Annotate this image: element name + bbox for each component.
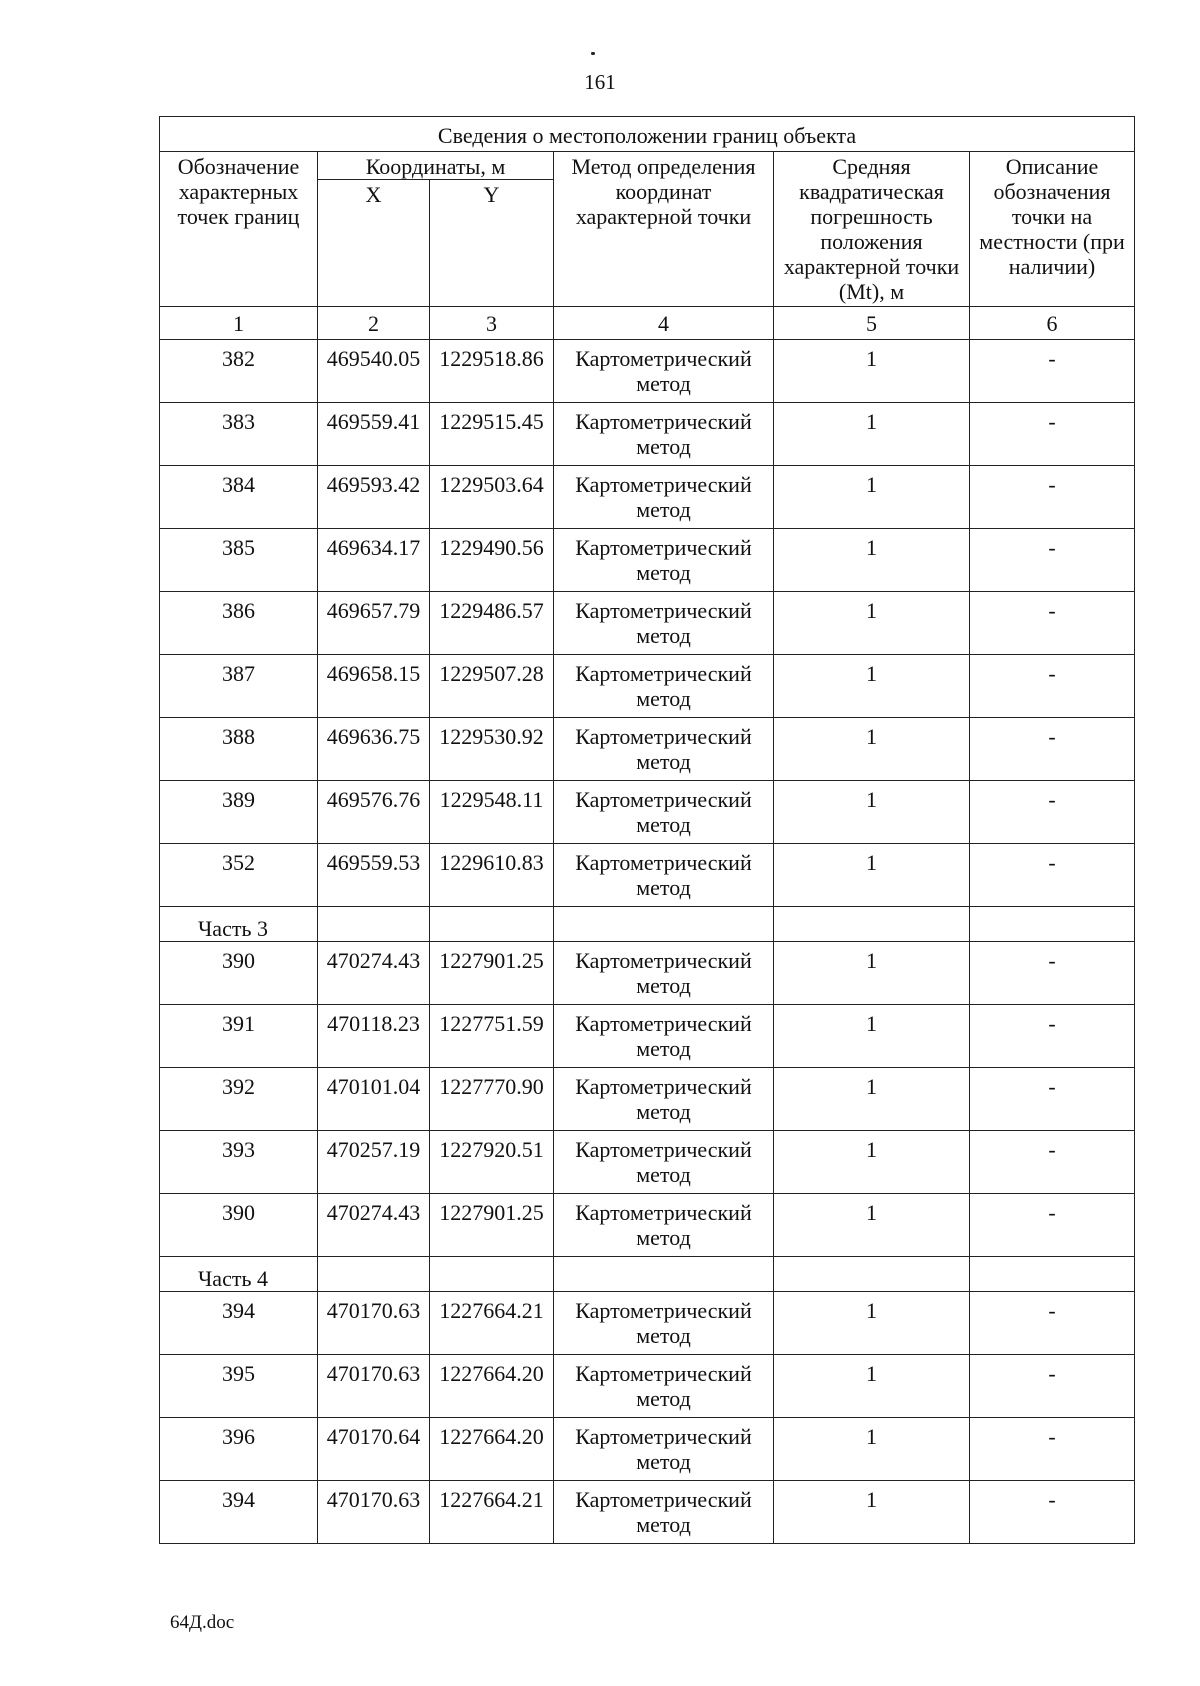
coord-x: 469657.79	[318, 592, 430, 655]
table-row	[160, 403, 1135, 466]
header-mean-error: Средняя квадратическая погрешность положения характерной точки (Mt), м	[774, 152, 970, 307]
point-description: -	[970, 1481, 1135, 1544]
empty-cell	[554, 1257, 774, 1292]
table-title-row	[160, 117, 1135, 152]
method: Картометрический метод	[554, 1481, 774, 1544]
table-row	[160, 844, 1135, 907]
header-description: Описание обозначения точки на местности (при наличии)	[970, 152, 1135, 307]
point-number: 391	[160, 1005, 318, 1068]
header-y: Y	[430, 180, 554, 307]
scan-speck	[591, 52, 595, 55]
coord-y: 1229486.57	[430, 592, 554, 655]
method: Картометрический метод	[554, 592, 774, 655]
coord-x: 470170.63	[318, 1481, 430, 1544]
coord-y: 1229503.64	[430, 466, 554, 529]
point-number: 386	[160, 592, 318, 655]
mean-error: 1	[774, 340, 970, 403]
point-number: 382	[160, 340, 318, 403]
empty-cell	[774, 907, 970, 942]
method: Картометрический метод	[554, 718, 774, 781]
empty-cell	[430, 907, 554, 942]
mean-error: 1	[774, 592, 970, 655]
table-row	[160, 1068, 1135, 1131]
point-description: -	[970, 1194, 1135, 1257]
coord-y: 1227664.20	[430, 1355, 554, 1418]
coord-y: 1229548.11	[430, 781, 554, 844]
mean-error: 1	[774, 1355, 970, 1418]
point-description: -	[970, 592, 1135, 655]
header-x: X	[318, 180, 430, 307]
coord-y: 1227920.51	[430, 1131, 554, 1194]
point-number: 387	[160, 655, 318, 718]
point-number: 390	[160, 942, 318, 1005]
part-row	[160, 907, 1135, 942]
mean-error: 1	[774, 1131, 970, 1194]
method: Картометрический метод	[554, 655, 774, 718]
point-description: -	[970, 1292, 1135, 1355]
method: Картометрический метод	[554, 844, 774, 907]
method: Картометрический метод	[554, 1355, 774, 1418]
column-number: 3	[430, 307, 554, 340]
method: Картометрический метод	[554, 781, 774, 844]
coord-x: 469559.41	[318, 403, 430, 466]
point-number: 384	[160, 466, 318, 529]
coord-y: 1227664.21	[430, 1292, 554, 1355]
column-number: 4	[554, 307, 774, 340]
table-row	[160, 529, 1135, 592]
point-number: 388	[160, 718, 318, 781]
header-point-designation: Обозначение характерных точек границ	[160, 152, 318, 307]
method: Картометрический метод	[554, 1131, 774, 1194]
method: Картометрический метод	[554, 1068, 774, 1131]
point-number: 389	[160, 781, 318, 844]
point-description: -	[970, 1005, 1135, 1068]
table-row	[160, 1005, 1135, 1068]
file-name-footer: 64Д.doc	[170, 1612, 235, 1633]
coord-x: 469634.17	[318, 529, 430, 592]
point-description: -	[970, 1418, 1135, 1481]
empty-cell	[318, 1257, 430, 1292]
point-description: -	[970, 403, 1135, 466]
coord-y: 1229518.86	[430, 340, 554, 403]
coord-y: 1227751.59	[430, 1005, 554, 1068]
coord-y: 1227664.21	[430, 1481, 554, 1544]
coord-x: 469540.05	[318, 340, 430, 403]
coord-y: 1227664.20	[430, 1418, 554, 1481]
mean-error: 1	[774, 781, 970, 844]
coord-x: 470274.43	[318, 942, 430, 1005]
part-row	[160, 1257, 1135, 1292]
mean-error: 1	[774, 942, 970, 1005]
table-row	[160, 781, 1135, 844]
coord-y: 1227901.25	[430, 1194, 554, 1257]
method: Картометрический метод	[554, 1292, 774, 1355]
coord-x: 470170.63	[318, 1355, 430, 1418]
coord-x: 470257.19	[318, 1131, 430, 1194]
point-number: 395	[160, 1355, 318, 1418]
table-row	[160, 1131, 1135, 1194]
table-row	[160, 1194, 1135, 1257]
column-number: 1	[160, 307, 318, 340]
point-number: 394	[160, 1481, 318, 1544]
coord-x: 469576.76	[318, 781, 430, 844]
point-description: -	[970, 340, 1135, 403]
column-number: 2	[318, 307, 430, 340]
mean-error: 1	[774, 1481, 970, 1544]
point-description: -	[970, 1355, 1135, 1418]
coord-x: 470274.43	[318, 1194, 430, 1257]
mean-error: 1	[774, 655, 970, 718]
coord-y: 1229515.45	[430, 403, 554, 466]
method: Картометрический метод	[554, 942, 774, 1005]
method: Картометрический метод	[554, 529, 774, 592]
coord-y: 1229490.56	[430, 529, 554, 592]
coord-x: 470170.64	[318, 1418, 430, 1481]
method: Картометрический метод	[554, 340, 774, 403]
point-number: 390	[160, 1194, 318, 1257]
coord-x: 469593.42	[318, 466, 430, 529]
point-number: 385	[160, 529, 318, 592]
column-number-row	[160, 307, 1135, 340]
coord-x: 469559.53	[318, 844, 430, 907]
point-description: -	[970, 1068, 1135, 1131]
page-number: 161	[584, 70, 616, 94]
point-number: 393	[160, 1131, 318, 1194]
mean-error: 1	[774, 1005, 970, 1068]
table-row	[160, 718, 1135, 781]
point-number: 394	[160, 1292, 318, 1355]
point-description: -	[970, 942, 1135, 1005]
table-row	[160, 1355, 1135, 1418]
empty-cell	[970, 907, 1135, 942]
mean-error: 1	[774, 1194, 970, 1257]
method: Картометрический метод	[554, 403, 774, 466]
table-row	[160, 1292, 1135, 1355]
method: Картометрический метод	[554, 1005, 774, 1068]
method: Картометрический метод	[554, 1418, 774, 1481]
empty-cell	[554, 907, 774, 942]
part-label: Часть 3	[160, 907, 318, 942]
mean-error: 1	[774, 466, 970, 529]
part-label: Часть 4	[160, 1257, 318, 1292]
table-row	[160, 592, 1135, 655]
coord-y: 1227901.25	[430, 942, 554, 1005]
coord-y: 1227770.90	[430, 1068, 554, 1131]
point-number: 396	[160, 1418, 318, 1481]
table-row	[160, 1481, 1135, 1544]
mean-error: 1	[774, 718, 970, 781]
point-description: -	[970, 466, 1135, 529]
mean-error: 1	[774, 1292, 970, 1355]
method: Картометрический метод	[554, 1194, 774, 1257]
column-number: 5	[774, 307, 970, 340]
empty-cell	[970, 1257, 1135, 1292]
point-number: 352	[160, 844, 318, 907]
method: Картометрический метод	[554, 466, 774, 529]
coord-x: 470118.23	[318, 1005, 430, 1068]
coord-x: 470170.63	[318, 1292, 430, 1355]
mean-error: 1	[774, 403, 970, 466]
header-method: Метод определения координат характерной точки	[554, 152, 774, 307]
point-description: -	[970, 781, 1135, 844]
point-description: -	[970, 529, 1135, 592]
table-row	[160, 655, 1135, 718]
point-description: -	[970, 1131, 1135, 1194]
header-coordinates: Координаты, м	[318, 152, 554, 180]
table-row	[160, 466, 1135, 529]
column-number: 6	[970, 307, 1135, 340]
header-row	[160, 152, 1135, 180]
point-description: -	[970, 655, 1135, 718]
coord-y: 1229530.92	[430, 718, 554, 781]
table-title: Сведения о местоположении границ объекта	[160, 117, 1135, 152]
mean-error: 1	[774, 844, 970, 907]
boundary-table	[159, 116, 1135, 1544]
coord-y: 1229610.83	[430, 844, 554, 907]
point-description: -	[970, 844, 1135, 907]
empty-cell	[774, 1257, 970, 1292]
empty-cell	[430, 1257, 554, 1292]
coord-x: 469658.15	[318, 655, 430, 718]
empty-cell	[318, 907, 430, 942]
mean-error: 1	[774, 529, 970, 592]
table-row	[160, 942, 1135, 1005]
point-number: 383	[160, 403, 318, 466]
coord-x: 469636.75	[318, 718, 430, 781]
table-row	[160, 1418, 1135, 1481]
table-row	[160, 340, 1135, 403]
mean-error: 1	[774, 1418, 970, 1481]
mean-error: 1	[774, 1068, 970, 1131]
point-description: -	[970, 718, 1135, 781]
point-number: 392	[160, 1068, 318, 1131]
coord-y: 1229507.28	[430, 655, 554, 718]
coord-x: 470101.04	[318, 1068, 430, 1131]
